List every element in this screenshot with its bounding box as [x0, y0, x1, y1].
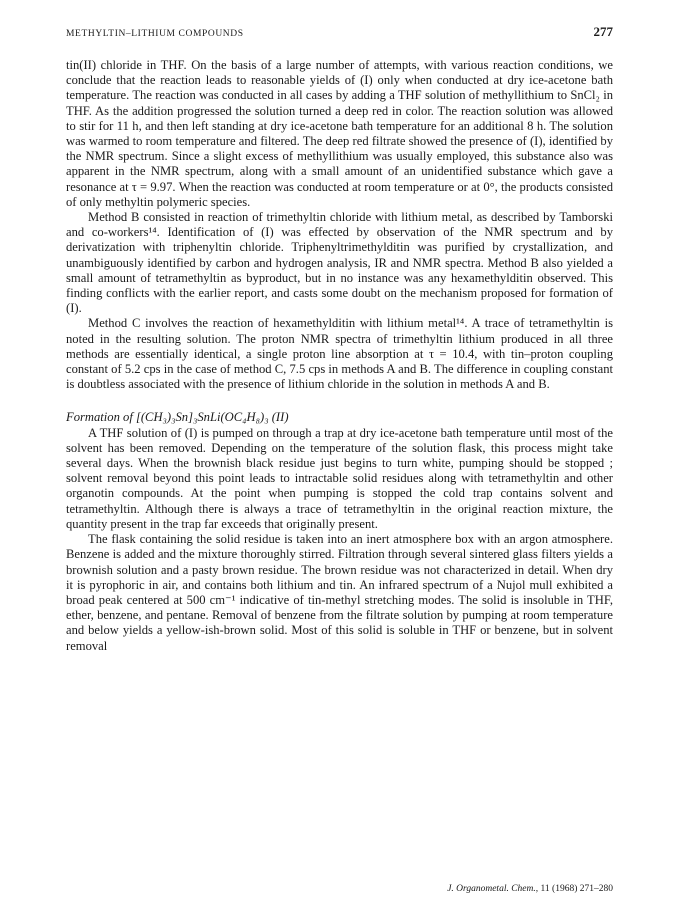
paragraph-method-b: Method B consisted in reaction of trimethyltin chloride with lithium metal, as described by Tamborski and co-workers¹⁴. Identification of (I) was effected by observation of the NMR spectrum and by derivatization with triphenyltin chloride. Triphenyltrimethylditin was purified by crystallization, and unambiguously identified by carbon and hydrogen analysis, IR and NMR spectra. Method B also yielded a small amount of tetramethyltin as byproduct, but in no instance was any hexamethylditin observed. This finding conflicts with the earlier report, and casts some doubt on the mechanism proposed for formation of (I). [66, 210, 613, 316]
section-heading: Formation of [(CH₃)₃Sn]₃SnLi(OC₄H₈)₃ (II) [66, 410, 289, 425]
journal-footer [447, 884, 613, 894]
paragraph-formation: A THF solution of (I) is pumped on through a trap at dry ice-acetone bath temperature until most of the solvent has been removed. Depending on the temperature of the solution flask, this process might take several days. When the brownish black residue just begins to turn white, pumping should be stopped ; solvent removal beyond this point leads to intractable solid residues along with tetramethyltin and other organotin compounds. At the point when pumping is stopped the cold trap contains solvent and tetramethyltin. Although there is always a trace of tetramethyltin in the original reaction mixture, the quantity present in the trap far exceeds that originally present. [66, 425, 613, 531]
journal-citation: 11 (1968) 271–280 [540, 884, 613, 894]
body-text [66, 58, 613, 654]
paragraph-method-c: Method C involves the reaction of hexamethylditin with lithium metal¹⁴. A trace of tetramethyltin is noted in the resulting solution. The proton NMR spectra of trimethyltin lithium produced in all three methods are essentially identical, a single proton line absorption at τ = 10.4, with tin–proton coupling constant of 5.2 cps in the case of method C, 7.5 cps in methods A and B. The difference in coupling constant is doubtless associated with the presence of lithium chloride in the solution in methods A and B. [66, 316, 613, 392]
paragraph-flask: The flask containing the solid residue is taken into an inert atmosphere box with an argon atmosphere. Benzene is added and the mixture thoroughly stirred. Filtration through several sintered glass filters yields a brownish solution and a pasty brown residue. The brown residue was not characterized in detail. When dry it is pyrophoric in air, and contains both lithium and tin. An infrared spectrum of a Nujol mull exhibited a broad peak centered at 500 cm⁻¹ indicative of tin-methyl stretching modes. The solid is insoluble in THF, ether, benzene, and pentane. Removal of benzene from the filtrate solution by pumping at room temperature and below yields a yellow-ish-brown solid. Most of this solid is soluble in THF or benzene, but in solvent removal [66, 532, 613, 653]
page-header [66, 24, 613, 46]
journal-name: J. Organometal. Chem., [447, 884, 539, 894]
paragraph-continuation: tin(II) chloride in THF. On the basis of a large number of attempts, with various reaction conditions, we conclude that the reaction leads to reasonable yields of (I) only when conducted at dry ice-acetone bath temperature. The reaction was conducted in all cases by adding a THF solution of methyllithium to SnCl₂ in THF. As the addition progressed the solution turned a deep red in color. The reaction solution was allowed to stir for 11 h, and then left standing at dry ice-acetone bath temperature for an additional 8 h. The solution was warmed to room temperature and filtered. The deep red filtrate showed the presence of (I), identified by the NMR spectrum. Since a slight excess of methyllithium was usually employed, this substance also was apparent in the NMR spectrum, along with a small amount of an unidentified substance which gave a resonance at τ = 9.97. When the reaction was conducted at room temperature or at 0°, the products consisted of only methyltin polymeric species. [66, 58, 613, 209]
running-head: METHYLTIN–LITHIUM COMPOUNDS [66, 29, 244, 39]
page-number: 277 [593, 24, 613, 39]
